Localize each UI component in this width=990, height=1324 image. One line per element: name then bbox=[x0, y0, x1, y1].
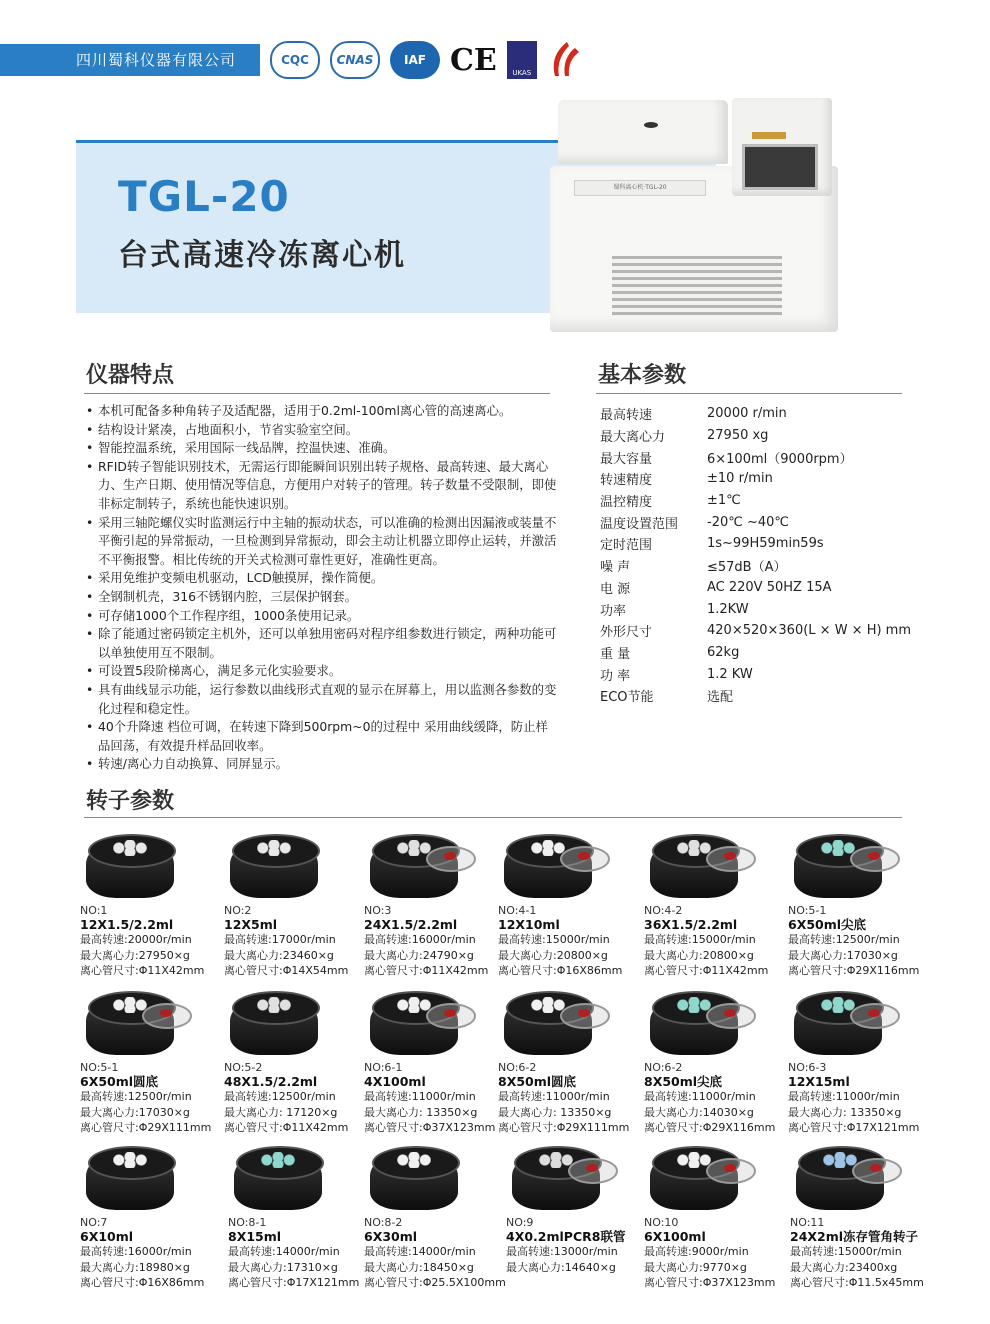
rotor-image bbox=[644, 985, 754, 1057]
rotor-name: 8X15ml bbox=[228, 1229, 282, 1244]
feature-item: • 本机可配备多种角转子及适配器，适用于0.2ml-100ml离心管的高速离心。 bbox=[84, 402, 560, 421]
feature-item: • RFID转子智能识别技术，无需运行即能瞬间识别出转子规格、最高转速、最大离心力、生产日期、使用情况等信息，方便用户对转子的管理。转子数量不受限制，即使非标定制转子，系统也能快速识别。 bbox=[84, 458, 560, 514]
rotor-number: NO:5-1 bbox=[788, 904, 827, 917]
rotor-image bbox=[364, 1140, 474, 1212]
rotor-lid-knob-icon bbox=[578, 852, 590, 860]
param-label: 电 源 bbox=[600, 581, 631, 597]
rotor-card bbox=[364, 1140, 514, 1291]
rotor-tube-size: 离心管尺寸:Φ29X111mm bbox=[498, 1121, 630, 1134]
rotor-card bbox=[644, 1140, 794, 1291]
param-label: 温控精度 bbox=[600, 495, 653, 511]
rotor-name: 6X100ml bbox=[644, 1229, 706, 1244]
rotor-max-speed: 最高转速:20000r/min bbox=[80, 933, 192, 946]
param-label: 定时范围 bbox=[600, 538, 653, 554]
feature-item: • 全钢制机壳，316不锈钢内腔，三层保护钢套。 bbox=[84, 588, 560, 607]
rotor-max-speed: 最高转速:14000r/min bbox=[364, 1245, 476, 1258]
rotor-number: NO:2 bbox=[224, 904, 252, 917]
rotor-card bbox=[498, 828, 648, 979]
rotor-number: NO:6-3 bbox=[788, 1061, 827, 1074]
rotor-tube-size: 离心管尺寸:Φ14X54mm bbox=[224, 964, 349, 977]
rotor-number: NO:5-1 bbox=[80, 1061, 119, 1074]
param-value: 1s~99H59min59s bbox=[707, 536, 824, 552]
rotor-max-speed: 最高转速:11000r/min bbox=[644, 1090, 756, 1103]
rotor-tube-size: 离心管尺寸:Φ29X111mm bbox=[80, 1121, 212, 1134]
rotors-title: 转子参数 bbox=[86, 789, 175, 814]
rotor-max-speed: 最高转速:13000r/min bbox=[506, 1245, 618, 1258]
rotor-max-speed: 最高转速:12500r/min bbox=[80, 1090, 192, 1103]
rotor-max-rcf: 最大离心力:27950×g bbox=[80, 948, 190, 962]
rotor-tube-size: 离心管尺寸:Φ11X42mm bbox=[80, 964, 205, 977]
rotor-image bbox=[644, 828, 754, 900]
rotor-lid-knob-icon bbox=[868, 1009, 880, 1017]
rotor-tube-size: 离心管尺寸:Φ16X86mm bbox=[498, 964, 623, 977]
rotor-name: 4X100ml bbox=[364, 1074, 426, 1089]
param-label: ECO节能 bbox=[600, 690, 654, 706]
param-label: 转速精度 bbox=[600, 473, 653, 489]
rotor-card bbox=[644, 985, 794, 1136]
rotor-tube-size: 离心管尺寸:Φ29X116mm bbox=[788, 964, 920, 977]
rotor-tube-size: 离心管尺寸:Φ11.5x45mm bbox=[790, 1276, 924, 1289]
rotor-tube-size: 离心管尺寸:Φ37X123mm bbox=[364, 1121, 496, 1134]
company-name: 四川蜀科仪器有限公司 bbox=[0, 44, 260, 76]
param-label: 最大容量 bbox=[600, 451, 653, 467]
rotor-lid-knob-icon bbox=[578, 1009, 590, 1017]
rotor-max-rcf: 最大离心力:24790×g bbox=[364, 948, 474, 962]
rotor-card bbox=[224, 985, 374, 1136]
param-value: 420×520×360(L × W × H) mm bbox=[707, 623, 912, 639]
rotor-max-rcf: 最大离心力:20800×g bbox=[498, 948, 608, 962]
rotor-name: 24X1.5/2.2ml bbox=[364, 917, 458, 932]
rotor-tubes bbox=[246, 997, 302, 1013]
feature-item: • 采用三轴陀螺仪实时监测运行中主轴的振动状态，可以准确的检测出因漏液或装量不平衡引起的异常振动，一旦检测到异常振动，即会主动让机器立即停止运转，并激活不平衡报警。相比传统的开关式检测可靠性更好，准确性更高。 bbox=[84, 514, 560, 570]
product-name: 台式高速冷冻离心机 bbox=[118, 238, 406, 273]
param-value: 6×100ml（9000rpm） bbox=[707, 451, 853, 467]
rotor-image bbox=[506, 1140, 616, 1212]
rotor-image bbox=[80, 985, 190, 1057]
machine-panel-label: 蜀科离心机·TGL-20 bbox=[574, 180, 706, 196]
rotor-name: 12X10ml bbox=[498, 917, 560, 932]
rotor-max-speed: 最高转速:17000r/min bbox=[224, 933, 336, 946]
rotor-number: NO:3 bbox=[364, 904, 392, 917]
iaf-logo: IAF bbox=[390, 41, 440, 79]
rotor-card bbox=[788, 828, 938, 979]
rotor-max-rcf: 最大离心力:18980×g bbox=[80, 1260, 190, 1274]
rotor-image bbox=[790, 1140, 900, 1212]
rotor-max-rcf: 最大离心力:23400xg bbox=[790, 1260, 898, 1274]
rotor-number: NO:11 bbox=[790, 1216, 825, 1229]
rotor-tubes bbox=[102, 840, 158, 856]
rotor-image bbox=[498, 985, 608, 1057]
feature-item: • 智能控温系统，采用国际一线品牌，控温快速、准确。 bbox=[84, 439, 560, 458]
param-value: 1.2 KW bbox=[707, 666, 753, 682]
rotor-max-speed: 最高转速:12500r/min bbox=[788, 933, 900, 946]
rotor-tube-size: 离心管尺寸:Φ11X42mm bbox=[364, 964, 489, 977]
cnas-logo: CNAS bbox=[330, 41, 380, 79]
rotor-card bbox=[364, 985, 514, 1136]
rotor-max-rcf: 最大离心力:20800×g bbox=[644, 948, 754, 962]
feature-item: • 可设置5段阶梯离心，满足多元化实验要求。 bbox=[84, 662, 560, 681]
param-value: 1.2KW bbox=[707, 601, 749, 617]
rotor-lid-knob-icon bbox=[870, 1164, 882, 1172]
rotor-max-rcf: 最大离心力: 13350×g bbox=[788, 1105, 902, 1119]
rotor-card bbox=[224, 828, 374, 979]
rotor-max-speed: 最高转速:15000r/min bbox=[498, 933, 610, 946]
param-label: 功率 bbox=[600, 603, 627, 619]
params-title: 基本参数 bbox=[598, 363, 687, 388]
rotor-number: NO:5-2 bbox=[224, 1061, 263, 1074]
rotor-tube-size: 离心管尺寸:Φ11X42mm bbox=[644, 964, 769, 977]
rotor-card bbox=[80, 985, 230, 1136]
rotor-number: NO:9 bbox=[506, 1216, 534, 1229]
rotor-tube-size: 离心管尺寸:Φ37X123mm bbox=[644, 1276, 776, 1289]
param-value: -20℃ ~40℃ bbox=[707, 514, 789, 530]
rotor-max-rcf: 最大离心力:23460×g bbox=[224, 948, 334, 962]
rotor-max-rcf: 最大离心力:9770×g bbox=[644, 1260, 747, 1274]
rotor-name: 48X1.5/2.2ml bbox=[224, 1074, 318, 1089]
param-value: 选配 bbox=[707, 690, 734, 706]
rotor-name: 12X15ml bbox=[788, 1074, 850, 1089]
rotor-max-rcf: 最大离心力:17030×g bbox=[80, 1105, 190, 1119]
rotor-max-rcf: 最大离心力:14030×g bbox=[644, 1105, 754, 1119]
rotor-number: NO:8-1 bbox=[228, 1216, 267, 1229]
rotor-lid-knob-icon bbox=[444, 1009, 456, 1017]
rotor-number: NO:10 bbox=[644, 1216, 679, 1229]
rotor-max-rcf: 最大离心力: 13350×g bbox=[498, 1105, 612, 1119]
rotor-name: 8X50ml圆底 bbox=[498, 1074, 577, 1089]
rotor-tube-size: 离心管尺寸:Φ29X116mm bbox=[644, 1121, 776, 1134]
rotor-name: 6X50ml圆底 bbox=[80, 1074, 159, 1089]
rotor-image bbox=[228, 1140, 338, 1212]
rotor-card bbox=[80, 828, 230, 979]
rotor-max-rcf: 最大离心力:18450×g bbox=[364, 1260, 474, 1274]
rotor-max-speed: 最高转速:11000r/min bbox=[364, 1090, 476, 1103]
rotor-image bbox=[364, 985, 474, 1057]
param-value: 27950 xg bbox=[707, 428, 769, 444]
rotor-tubes bbox=[246, 840, 302, 856]
rotor-image bbox=[788, 828, 898, 900]
rotor-image bbox=[498, 828, 608, 900]
param-value: ±10 r/min bbox=[707, 471, 773, 487]
rotor-max-speed: 最高转速:9000r/min bbox=[644, 1245, 749, 1258]
param-value: ≤57dB（A） bbox=[707, 560, 787, 576]
rotor-tube-size: 离心管尺寸:Φ11X42mm bbox=[224, 1121, 349, 1134]
param-value: AC 220V 50HZ 15A bbox=[707, 579, 832, 595]
param-label: 重 量 bbox=[600, 646, 631, 662]
rotor-max-rcf: 最大离心力: 13350×g bbox=[364, 1105, 478, 1119]
rotor-tube-size: 离心管尺寸:Φ17X121mm bbox=[788, 1121, 920, 1134]
param-label: 温度设置范围 bbox=[600, 516, 679, 532]
rotor-card bbox=[506, 1140, 656, 1275]
param-label: 最高转速 bbox=[600, 408, 653, 424]
rotor-tubes bbox=[102, 1152, 158, 1168]
rotor-card bbox=[790, 1140, 940, 1291]
param-label: 外形尺寸 bbox=[600, 625, 653, 641]
rotor-max-speed: 最高转速:14000r/min bbox=[228, 1245, 340, 1258]
rotor-max-speed: 最高转速:11000r/min bbox=[498, 1090, 610, 1103]
rotor-lid-knob-icon bbox=[586, 1164, 598, 1172]
rotor-card bbox=[498, 985, 648, 1136]
cqc-logo: CQC bbox=[270, 41, 320, 79]
rotor-max-speed: 最高转速:15000r/min bbox=[790, 1245, 902, 1258]
param-value: 62kg bbox=[707, 644, 740, 660]
ce-mark: CE bbox=[450, 42, 497, 78]
rotor-lid-knob-icon bbox=[724, 852, 736, 860]
rotor-tubes bbox=[386, 1152, 442, 1168]
rotor-max-speed: 最高转速:16000r/min bbox=[364, 933, 476, 946]
rotor-lid-knob-icon bbox=[868, 852, 880, 860]
rotor-image bbox=[788, 985, 898, 1057]
model-title: TGL-20 bbox=[118, 172, 290, 221]
rotor-lid-knob-icon bbox=[724, 1164, 736, 1172]
rotor-card bbox=[364, 828, 514, 979]
rotor-max-speed: 最高转速:12500r/min bbox=[224, 1090, 336, 1103]
rotor-name: 24X2ml冻存管角转子 bbox=[790, 1229, 919, 1244]
rotor-name: 36X1.5/2.2ml bbox=[644, 917, 738, 932]
rotor-number: NO:6-2 bbox=[644, 1061, 683, 1074]
rotor-name: 8X50ml尖底 bbox=[644, 1074, 723, 1089]
feature-item: • 转速/离心力自动换算、同屏显示。 bbox=[84, 755, 560, 774]
rotor-max-speed: 最高转速:15000r/min bbox=[644, 933, 756, 946]
rotor-max-rcf: 最大离心力: 17120×g bbox=[224, 1105, 338, 1119]
rotor-number: NO:8-2 bbox=[364, 1216, 403, 1229]
rotor-number: NO:4-2 bbox=[644, 904, 683, 917]
rotor-name: 4X0.2mlPCR8联管 bbox=[506, 1229, 626, 1244]
rotor-lid-knob-icon bbox=[160, 1009, 172, 1017]
rotor-image bbox=[224, 828, 334, 900]
feature-item: • 具有曲线显示功能，运行参数以曲线形式直观的显示在屏幕上，用以监测各参数的变化过程和稳定性。 bbox=[84, 681, 560, 718]
param-label: 噪 声 bbox=[600, 560, 631, 576]
param-value: 20000 r/min bbox=[707, 406, 787, 422]
feature-item: • 40个升降速 档位可调，在转速下降到500rpm~0的过程中 采用曲线缓降，防止样品回荡，有效提升样品回收率。 bbox=[84, 718, 560, 755]
rotor-max-speed: 最高转速:11000r/min bbox=[788, 1090, 900, 1103]
feature-item: • 结构设计紧凑，占地面积小，节省实验室空间。 bbox=[84, 421, 560, 440]
rotor-tubes bbox=[250, 1152, 306, 1168]
rotor-card bbox=[228, 1140, 378, 1291]
rotor-max-rcf: 最大离心力:14640×g bbox=[506, 1260, 616, 1274]
rotor-number: NO:6-2 bbox=[498, 1061, 537, 1074]
rotor-tube-size: 离心管尺寸:Φ25.5X100mm bbox=[364, 1276, 506, 1289]
rotor-image bbox=[644, 1140, 754, 1212]
features-title: 仪器特点 bbox=[86, 363, 175, 388]
rotor-tube-size: 离心管尺寸:Φ17X121mm bbox=[228, 1276, 360, 1289]
rotor-number: NO:7 bbox=[80, 1216, 108, 1229]
rotor-image bbox=[364, 828, 474, 900]
rotor-max-rcf: 最大离心力:17310×g bbox=[228, 1260, 338, 1274]
feature-item: • 采用免维护变频电机驱动，LCD触摸屏，操作简便。 bbox=[84, 569, 560, 588]
rotor-name: 6X50ml尖底 bbox=[788, 917, 867, 932]
rotor-card bbox=[80, 1140, 230, 1291]
feature-item: • 除了能通过密码锁定主机外，还可以单独用密码对程序组参数进行锁定，两种功能可以单独使用互不限制。 bbox=[84, 625, 560, 662]
rotor-max-speed: 最高转速:16000r/min bbox=[80, 1245, 192, 1258]
ukas-logo: UKAS bbox=[507, 41, 537, 79]
param-label: 最大离心力 bbox=[600, 430, 666, 446]
rotor-tube-size: 离心管尺寸:Φ16X86mm bbox=[80, 1276, 205, 1289]
rotor-card bbox=[788, 985, 938, 1136]
rotor-name: 12X5ml bbox=[224, 917, 278, 932]
rotor-name: 6X30ml bbox=[364, 1229, 418, 1244]
feature-item: • 可存储1000个工作程序组，1000条使用记录。 bbox=[84, 607, 560, 626]
rotor-number: NO:1 bbox=[80, 904, 108, 917]
rotor-name: 6X10ml bbox=[80, 1229, 134, 1244]
param-value: ±1℃ bbox=[707, 493, 741, 509]
rotor-image bbox=[80, 1140, 190, 1212]
rotor-image bbox=[224, 985, 334, 1057]
param-label: 功 率 bbox=[600, 668, 631, 684]
rotor-number: NO:6-1 bbox=[364, 1061, 403, 1074]
rotor-lid-knob-icon bbox=[724, 1009, 736, 1017]
rotor-lid-knob-icon bbox=[444, 852, 456, 860]
rotor-max-rcf: 最大离心力:17030×g bbox=[788, 948, 898, 962]
rotor-name: 12X1.5/2.2ml bbox=[80, 917, 174, 932]
rotor-card bbox=[644, 828, 794, 979]
rotor-image bbox=[80, 828, 190, 900]
rotor-number: NO:4-1 bbox=[498, 904, 537, 917]
